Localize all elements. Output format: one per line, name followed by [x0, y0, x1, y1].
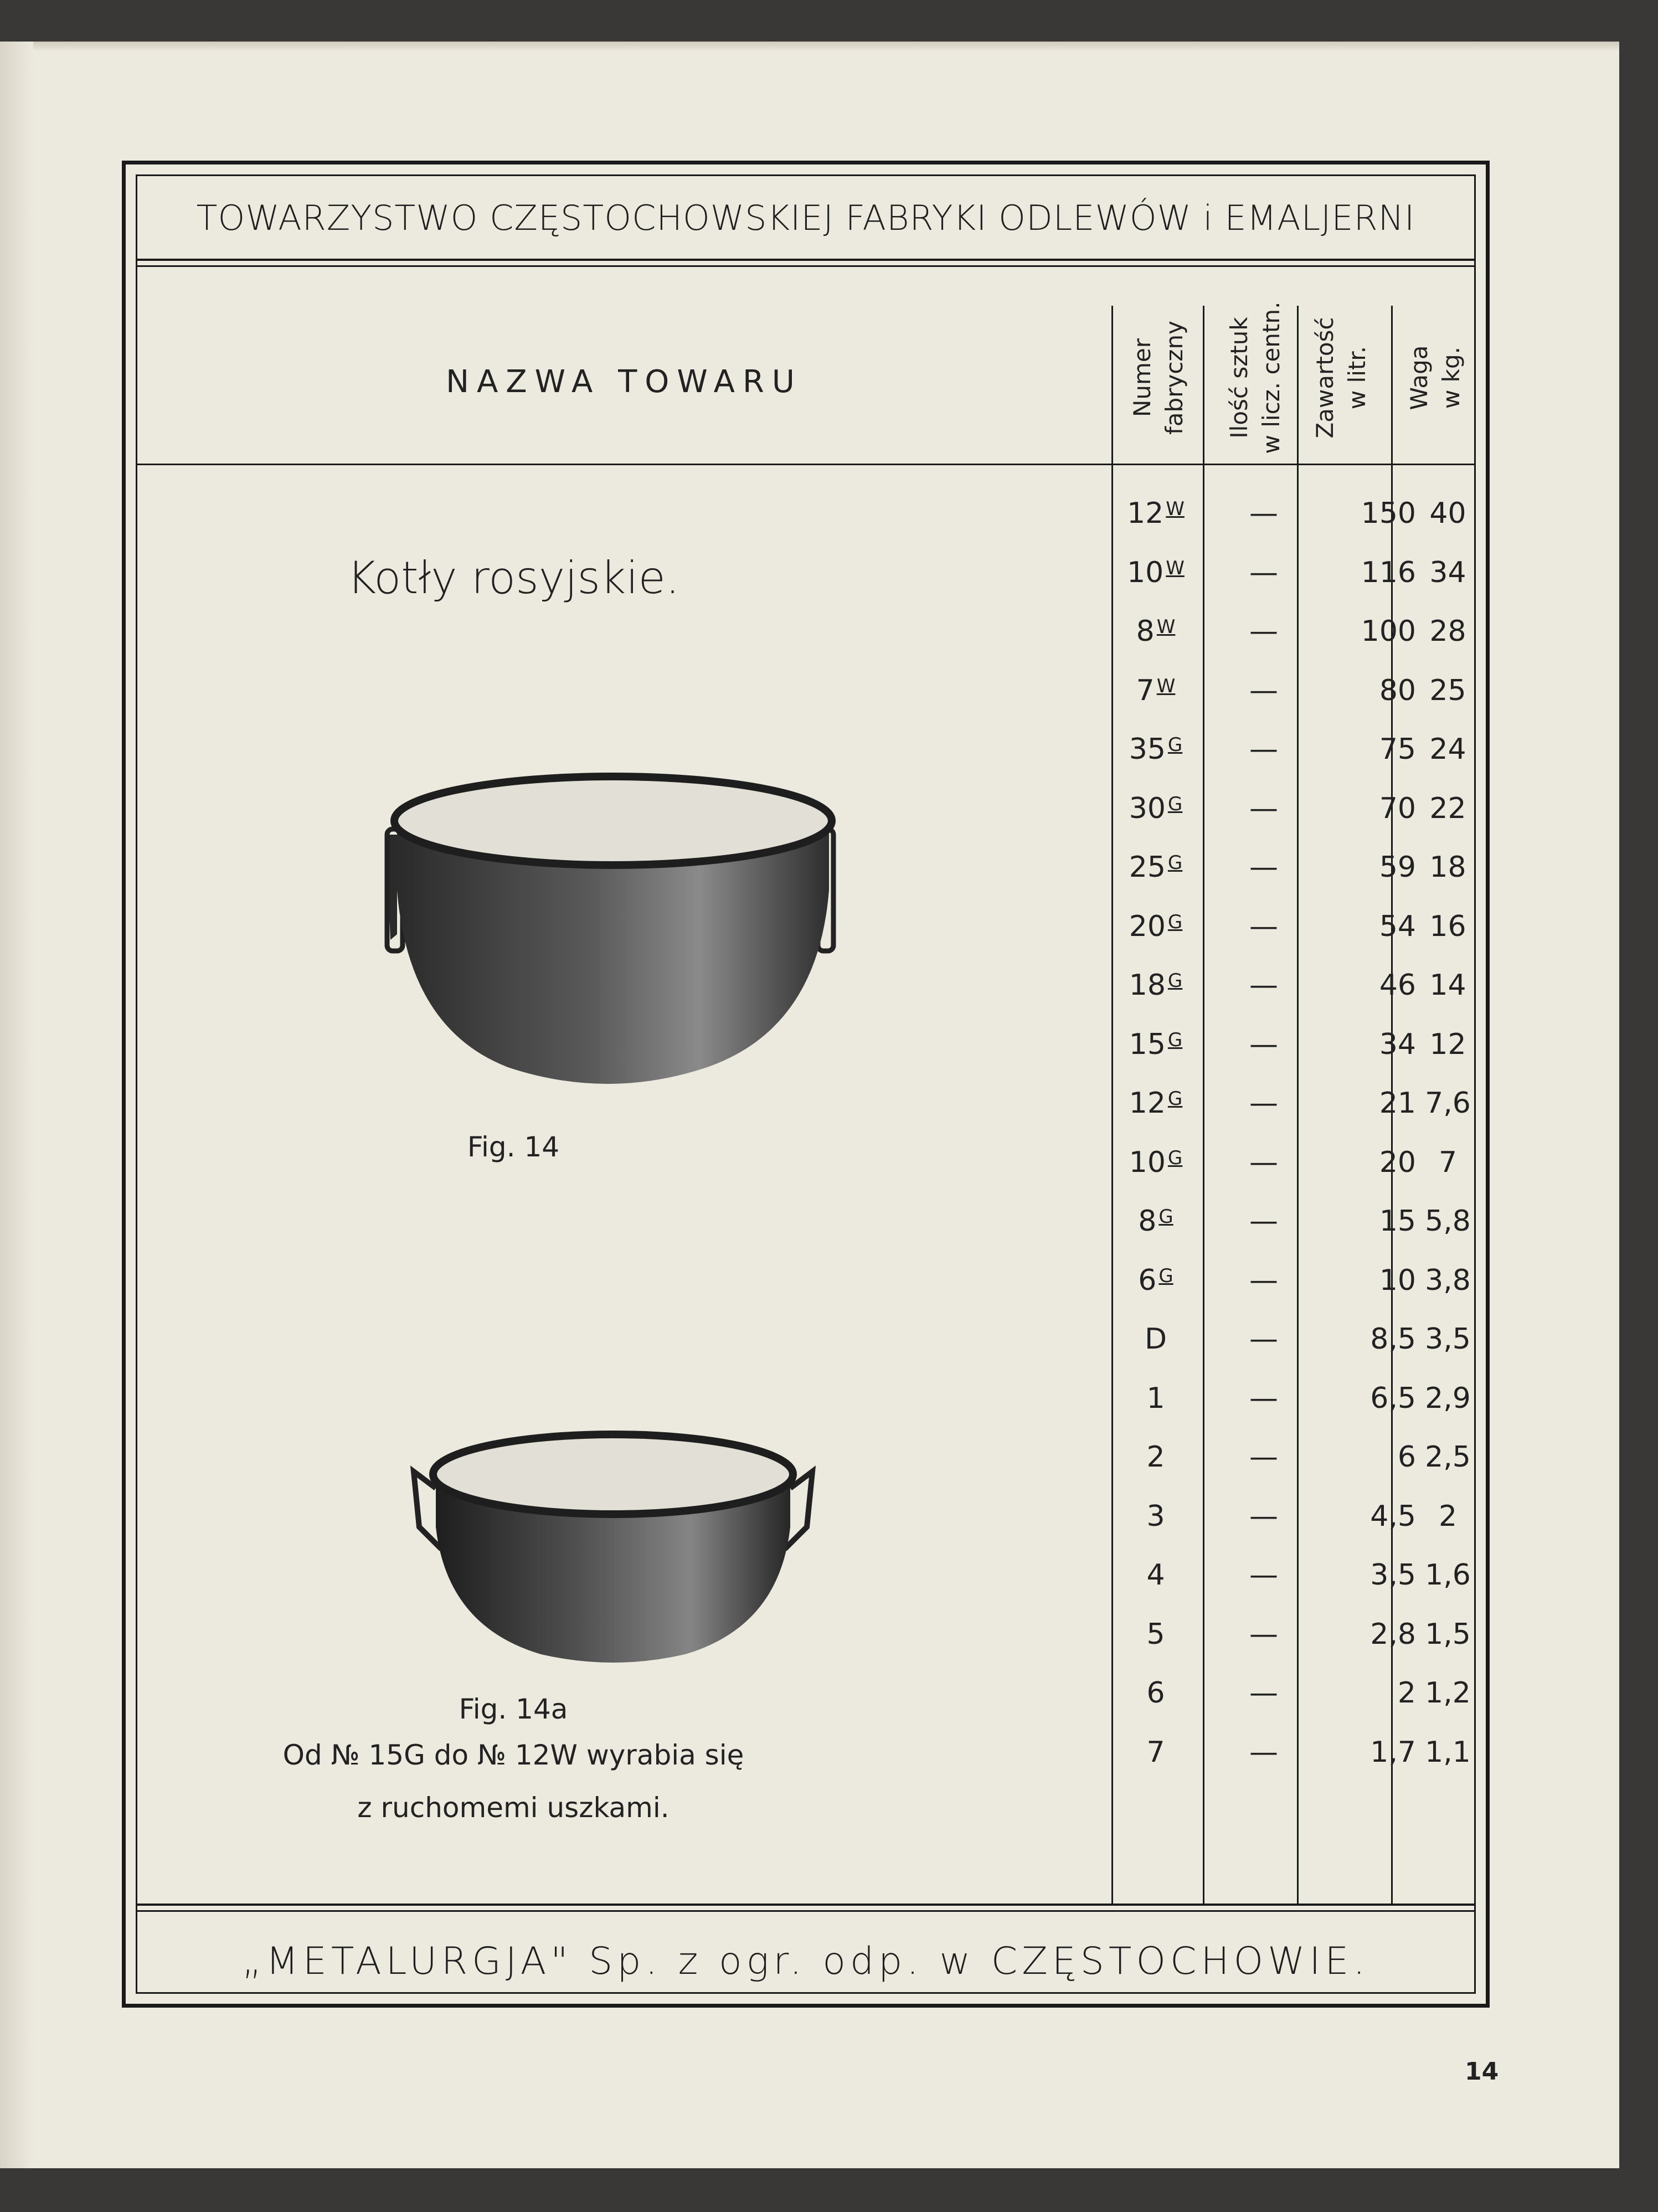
cell-volume: 54 — [1379, 909, 1416, 943]
cell-weight: 22 — [1429, 791, 1466, 825]
cell-volume: 100 — [1361, 615, 1416, 648]
table-row — [126, 1146, 1494, 1205]
table-row — [126, 910, 1494, 969]
cell-weight: 25 — [1429, 673, 1466, 707]
cell-weight: 2,5 — [1425, 1441, 1471, 1474]
column-header-quantity: Ilość sztuk w licz. centn. — [1226, 301, 1285, 454]
figure-caption-14a: Fig. 14a — [459, 1693, 568, 1725]
cell-quantity: — — [1249, 1027, 1278, 1061]
product-note-line-2: z ruchomemi uszkami. — [357, 1792, 670, 1824]
page-spine — [0, 42, 33, 2168]
cell-number: 12 $^G$ — [1129, 1087, 1183, 1120]
header-rule-2 — [136, 265, 1476, 267]
cell-number: 12 $^W$ — [1127, 497, 1185, 530]
cell-quantity: — — [1249, 909, 1278, 943]
cell-quantity: — — [1249, 1617, 1278, 1651]
cell-number: 18 $^G$ — [1129, 969, 1183, 1002]
table-row — [126, 1205, 1494, 1263]
cell-quantity: — — [1249, 1676, 1278, 1710]
footer-rule-2 — [136, 1910, 1476, 1912]
cell-number: 8 $^W$ — [1136, 615, 1176, 648]
cell-quantity: — — [1249, 791, 1278, 825]
cell-weight: 16 — [1429, 909, 1466, 943]
cell-quantity: — — [1249, 1263, 1278, 1297]
cell-volume: 2 — [1397, 1676, 1416, 1710]
cell-number: 25 $^G$ — [1129, 851, 1183, 884]
cell-weight: 34 — [1429, 555, 1466, 589]
table-row — [126, 1618, 1494, 1676]
cell-quantity: — — [1249, 497, 1278, 530]
table-row — [126, 497, 1494, 555]
cell-weight: 14 — [1429, 969, 1466, 1002]
figure-caption-14: Fig. 14 — [467, 1131, 560, 1163]
cell-weight: 3,8 — [1425, 1263, 1471, 1297]
cell-weight: 2 — [1438, 1499, 1458, 1533]
table-row — [126, 1441, 1494, 1499]
cell-weight: 2,9 — [1425, 1381, 1471, 1415]
cell-volume: 6,5 — [1370, 1381, 1416, 1415]
cell-quantity: — — [1249, 1381, 1278, 1415]
cell-weight: 7,6 — [1425, 1087, 1471, 1120]
cell-number: 4 — [1146, 1558, 1165, 1592]
company-footer: „METALURGJA" Sp. z ogr. odp. w CZĘSTOCHOWIE. — [242, 1940, 1369, 1983]
table-row — [126, 556, 1494, 615]
cell-weight: 1,1 — [1425, 1735, 1471, 1769]
cell-number: D — [1144, 1323, 1167, 1356]
cell-quantity: — — [1249, 615, 1278, 648]
cell-volume: 70 — [1379, 791, 1416, 825]
table-row — [126, 1558, 1494, 1617]
cell-weight: 3,5 — [1425, 1323, 1471, 1356]
cell-volume: 80 — [1379, 673, 1416, 707]
table-row — [126, 615, 1494, 673]
cell-volume: 21 — [1379, 1087, 1416, 1120]
catalog-frame — [122, 161, 1490, 2008]
cell-number: 2 — [1146, 1441, 1165, 1474]
cell-quantity: — — [1249, 1205, 1278, 1238]
cell-volume: 10 — [1379, 1263, 1416, 1297]
column-header-number: Numer fabryczny — [1129, 321, 1188, 435]
product-note-line-1: Od № 15G do № 12W wyrabia się — [282, 1739, 744, 1771]
page-shadow — [0, 42, 1619, 52]
cell-quantity: — — [1249, 673, 1278, 707]
table-row — [126, 792, 1494, 851]
table-row — [126, 1736, 1494, 1794]
cell-volume: 34 — [1379, 1027, 1416, 1061]
cell-number: 8 $^G$ — [1138, 1205, 1173, 1238]
cell-weight: 1,2 — [1425, 1676, 1471, 1710]
cell-volume: 116 — [1361, 555, 1416, 589]
cell-number: 35 $^G$ — [1129, 733, 1183, 766]
cell-volume: 59 — [1379, 851, 1416, 884]
page-number: 14 — [1465, 2057, 1499, 2086]
cell-quantity: — — [1249, 1145, 1278, 1179]
cell-number: 3 — [1146, 1499, 1165, 1533]
cell-weight: 12 — [1429, 1027, 1466, 1061]
cell-quantity: — — [1249, 1735, 1278, 1769]
cell-volume: 46 — [1379, 969, 1416, 1002]
column-header-rule — [136, 464, 1476, 465]
cell-number: 15 $^G$ — [1129, 1027, 1183, 1061]
company-header: TOWARZYSTWO CZĘSTOCHOWSKIEJ FABRYKI ODLEWÓW i EMALJERNI — [196, 198, 1415, 238]
cell-volume: 1,7 — [1370, 1735, 1416, 1769]
product-title: Kotły rosyjskie. — [347, 552, 680, 604]
table-row — [126, 1676, 1494, 1735]
cell-weight: 1,6 — [1425, 1558, 1471, 1592]
cell-volume: 150 — [1361, 497, 1416, 530]
footer-rule-1 — [136, 1904, 1476, 1906]
cell-weight: 5,8 — [1425, 1205, 1471, 1238]
cell-quantity: — — [1249, 969, 1278, 1002]
cell-quantity: — — [1249, 1323, 1278, 1356]
table-row — [126, 1500, 1494, 1558]
cell-number: 20 $^G$ — [1129, 909, 1183, 943]
table-row — [126, 851, 1494, 909]
cell-number: 7 — [1146, 1735, 1165, 1769]
cell-quantity: — — [1249, 851, 1278, 884]
column-header-weight: Waga w kg. — [1405, 345, 1465, 410]
cell-weight: 28 — [1429, 615, 1466, 648]
cell-number: 10 $^W$ — [1127, 555, 1185, 589]
cell-volume: 3,5 — [1370, 1558, 1416, 1592]
column-header-volume: Zawartość w litr. — [1311, 317, 1371, 439]
column-header-name: NAZWA TOWARU — [446, 364, 802, 400]
cell-weight: 18 — [1429, 851, 1466, 884]
cell-number: 5 — [1146, 1617, 1165, 1651]
cell-quantity: — — [1249, 1087, 1278, 1120]
cell-quantity: — — [1249, 555, 1278, 589]
cell-volume: 8,5 — [1370, 1323, 1416, 1356]
cell-volume: 15 — [1379, 1205, 1416, 1238]
header-rule-1 — [136, 259, 1476, 261]
cell-weight: 1,5 — [1425, 1617, 1471, 1651]
cell-quantity: — — [1249, 1499, 1278, 1533]
table-row — [126, 1382, 1494, 1441]
cell-volume: 20 — [1379, 1145, 1416, 1179]
table-row — [126, 969, 1494, 1027]
table-row — [126, 733, 1494, 791]
cell-number: 1 — [1146, 1381, 1165, 1415]
cell-quantity: — — [1249, 1558, 1278, 1592]
table-row — [126, 1028, 1494, 1087]
cell-volume: 75 — [1379, 733, 1416, 766]
table-row — [126, 674, 1494, 733]
table-row — [126, 1087, 1494, 1145]
cell-number: 6 $^G$ — [1138, 1263, 1173, 1297]
cell-weight: 40 — [1429, 497, 1466, 530]
cell-number: 30 $^G$ — [1129, 791, 1183, 825]
cell-weight: 24 — [1429, 733, 1466, 766]
table-row — [126, 1323, 1494, 1381]
cell-quantity: — — [1249, 1441, 1278, 1474]
table-row — [126, 1264, 1494, 1323]
cell-volume: 4,5 — [1370, 1499, 1416, 1533]
cell-weight: 7 — [1438, 1145, 1458, 1179]
cell-volume: 2,8 — [1370, 1617, 1416, 1651]
cell-volume: 6 — [1397, 1441, 1416, 1474]
cell-number: 6 — [1146, 1676, 1165, 1710]
cell-quantity: — — [1249, 733, 1278, 766]
cell-number: 7 $^W$ — [1136, 673, 1176, 707]
cell-number: 10 $^G$ — [1129, 1145, 1183, 1179]
catalog-page — [0, 42, 1619, 2168]
